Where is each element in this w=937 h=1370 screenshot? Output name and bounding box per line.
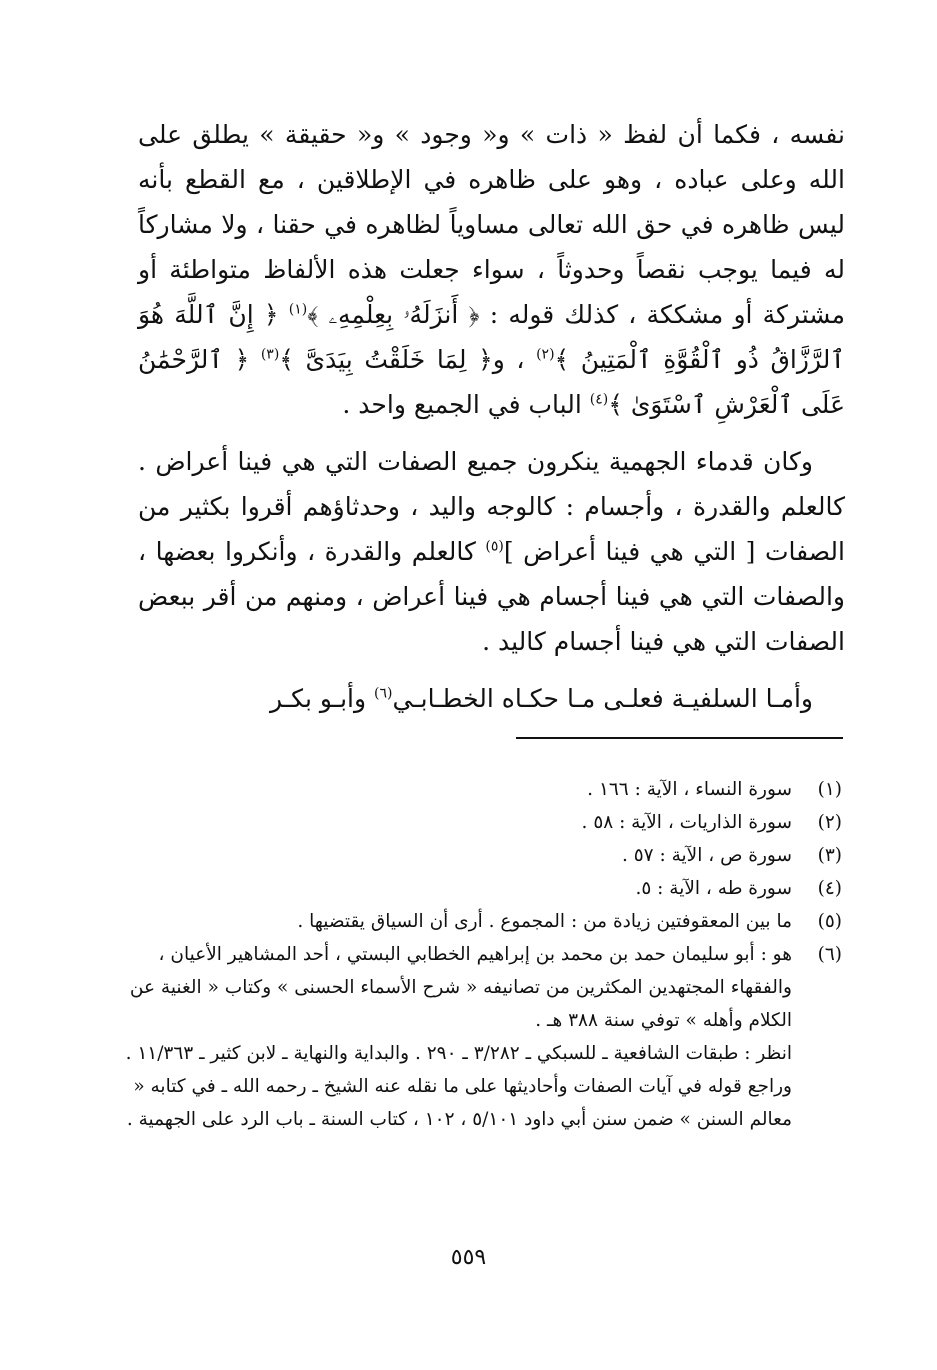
quran-verse-1: ﴿ أَنزَلَهُۥ بِعِلْمِهِۦ ﴾ (307, 300, 480, 329)
footnote-4 (118, 872, 842, 905)
footnote-text: سورة الذاريات ، الآية : ٥٨ . (581, 812, 792, 833)
paragraph-3-ending: وأبـو بكـر (270, 684, 367, 713)
paragraph-3 (138, 676, 845, 721)
footnote-ref-4[interactable]: (٤) (589, 391, 609, 408)
footnote-text: سورة ص ، الآية : ٥٧ . (621, 845, 792, 866)
paragraph-2-ending: كالعلم والقدرة ، وأنكروا بعضها ، والصفات التي هي فينا أجسام هي فينا أعراض ، ومنهم من أقر ببعض الصفات التي هي فينا أجسام كاليد . (138, 537, 845, 656)
quran-verse-2: ﴿ إِنَّ ٱللَّهَ هُوَ ٱلرَّزَّاقُ ذُو ٱلْقُوَّةِ ٱلْمَتِينُ ﴾ (138, 300, 845, 374)
footnote-text: هو : أبو سليمان حمد بن محمد بن إبراهيم الخطابي البستي ، أحد المشاهير الأعيان ، والفقهاء المجتهدين المكثرين من تصانيفه « شرح الأسماء الحسنى » وكتاب « الغنية عن الكلام وأهله » توفي سنة ٣٨٨ هـ . (129, 944, 792, 1031)
footnote-number: (٤) (817, 878, 842, 899)
footnote-text: ما بين المعقوفتين زيادة من : المجموع . أرى أن السياق يقتضيها . (297, 911, 792, 932)
quran-verse-4: ﴿ ٱلرَّحْمَٰنُ عَلَى ٱلْعَرْشِ ٱسْتَوَىٰ ﴾ (138, 345, 845, 419)
footnote-reference: انظر : طبقات الشافعية ـ للسبكي ـ ٣/٢٨٢ ـ ٢٩٠ . والبداية والنهاية ـ لابن كثير ـ ١١/٣٦٣ . (125, 1043, 792, 1064)
footnote-ref-3[interactable]: (٣) (260, 346, 280, 363)
footnote-5 (118, 905, 842, 938)
footnote-ref-1[interactable]: (١) (288, 301, 308, 318)
footnote-6 (118, 938, 842, 1136)
footnote-divider (516, 737, 843, 739)
footnote-number: (٢) (817, 812, 842, 833)
footnote-number: (١) (817, 779, 842, 800)
footnotes (118, 773, 842, 1136)
quran-verse-3: ﴿ لِمَا خَلَقْتُ بِيَدَىَّ ﴾ (279, 345, 493, 374)
footnote-reference: وراجع قوله في آيات الصفات وأحاديثها على ما نقله عنه الشيخ ـ رحمه الله ـ في كتابه « معالم السنن » ضمن سنن أبي داود ٥/١٠١ ، ١٠٢ ، كتاب السنة ـ باب الرد على الجهمية . (126, 1076, 792, 1130)
paragraph-1-ending: الباب في الجميع واحد . (342, 390, 582, 419)
paragraph-2 (138, 439, 845, 664)
footnote-text: سورة طه ، الآية : ٥. (635, 878, 792, 899)
footnote-text: سورة النساء ، الآية : ١٦٦ . (587, 779, 792, 800)
footnote-number: (٣) (817, 845, 842, 866)
paragraph-3-text: وأمـا السلفيـة فعلـى مـا حكـاه الخطـابـي (392, 684, 813, 713)
footnote-3 (118, 839, 842, 872)
footnote-number: (٦) (817, 944, 842, 965)
page-number: ٥٥٩ (450, 1245, 487, 1270)
footnote-ref-5[interactable]: (٥) (485, 538, 504, 555)
paragraph-1-text: نفسه ، فكما أن لفظ « ذات » و« وجود » و« حقيقة » يطلق على الله وعلى عباده ، وهو على ظاهره في الإطلاقين ، مع القطع بأنه ليس ظاهره في حق الله تعالى مساوياً لظاهره في حقنا ، ولا مشاركاً له فيما يوجب نقصاً وحدوثاً ، سواء جعلت هذه الألفاظ متواطئة أو مشتركة أو مشككة ، كذلك قوله : (138, 120, 845, 329)
paragraph-1 (138, 112, 845, 427)
main-text (138, 112, 845, 721)
paragraph-2-text: وكان قدماء الجهمية ينكرون جميع الصفات التي هي فينا أعراض . كالعلم والقدرة ، وأجسام : كالوجه واليد ، وحدثاؤهم أقروا بكثير من الصفات [ التي هي فينا أعراض ] (138, 447, 845, 566)
footnote-1 (118, 773, 842, 806)
footnote-2 (118, 806, 842, 839)
footnote-ref-2[interactable]: (٢) (536, 346, 555, 363)
footnote-ref-6[interactable]: (٦) (374, 685, 393, 702)
footnote-number: (٥) (817, 911, 842, 932)
verse-separator: ، و (492, 345, 525, 374)
